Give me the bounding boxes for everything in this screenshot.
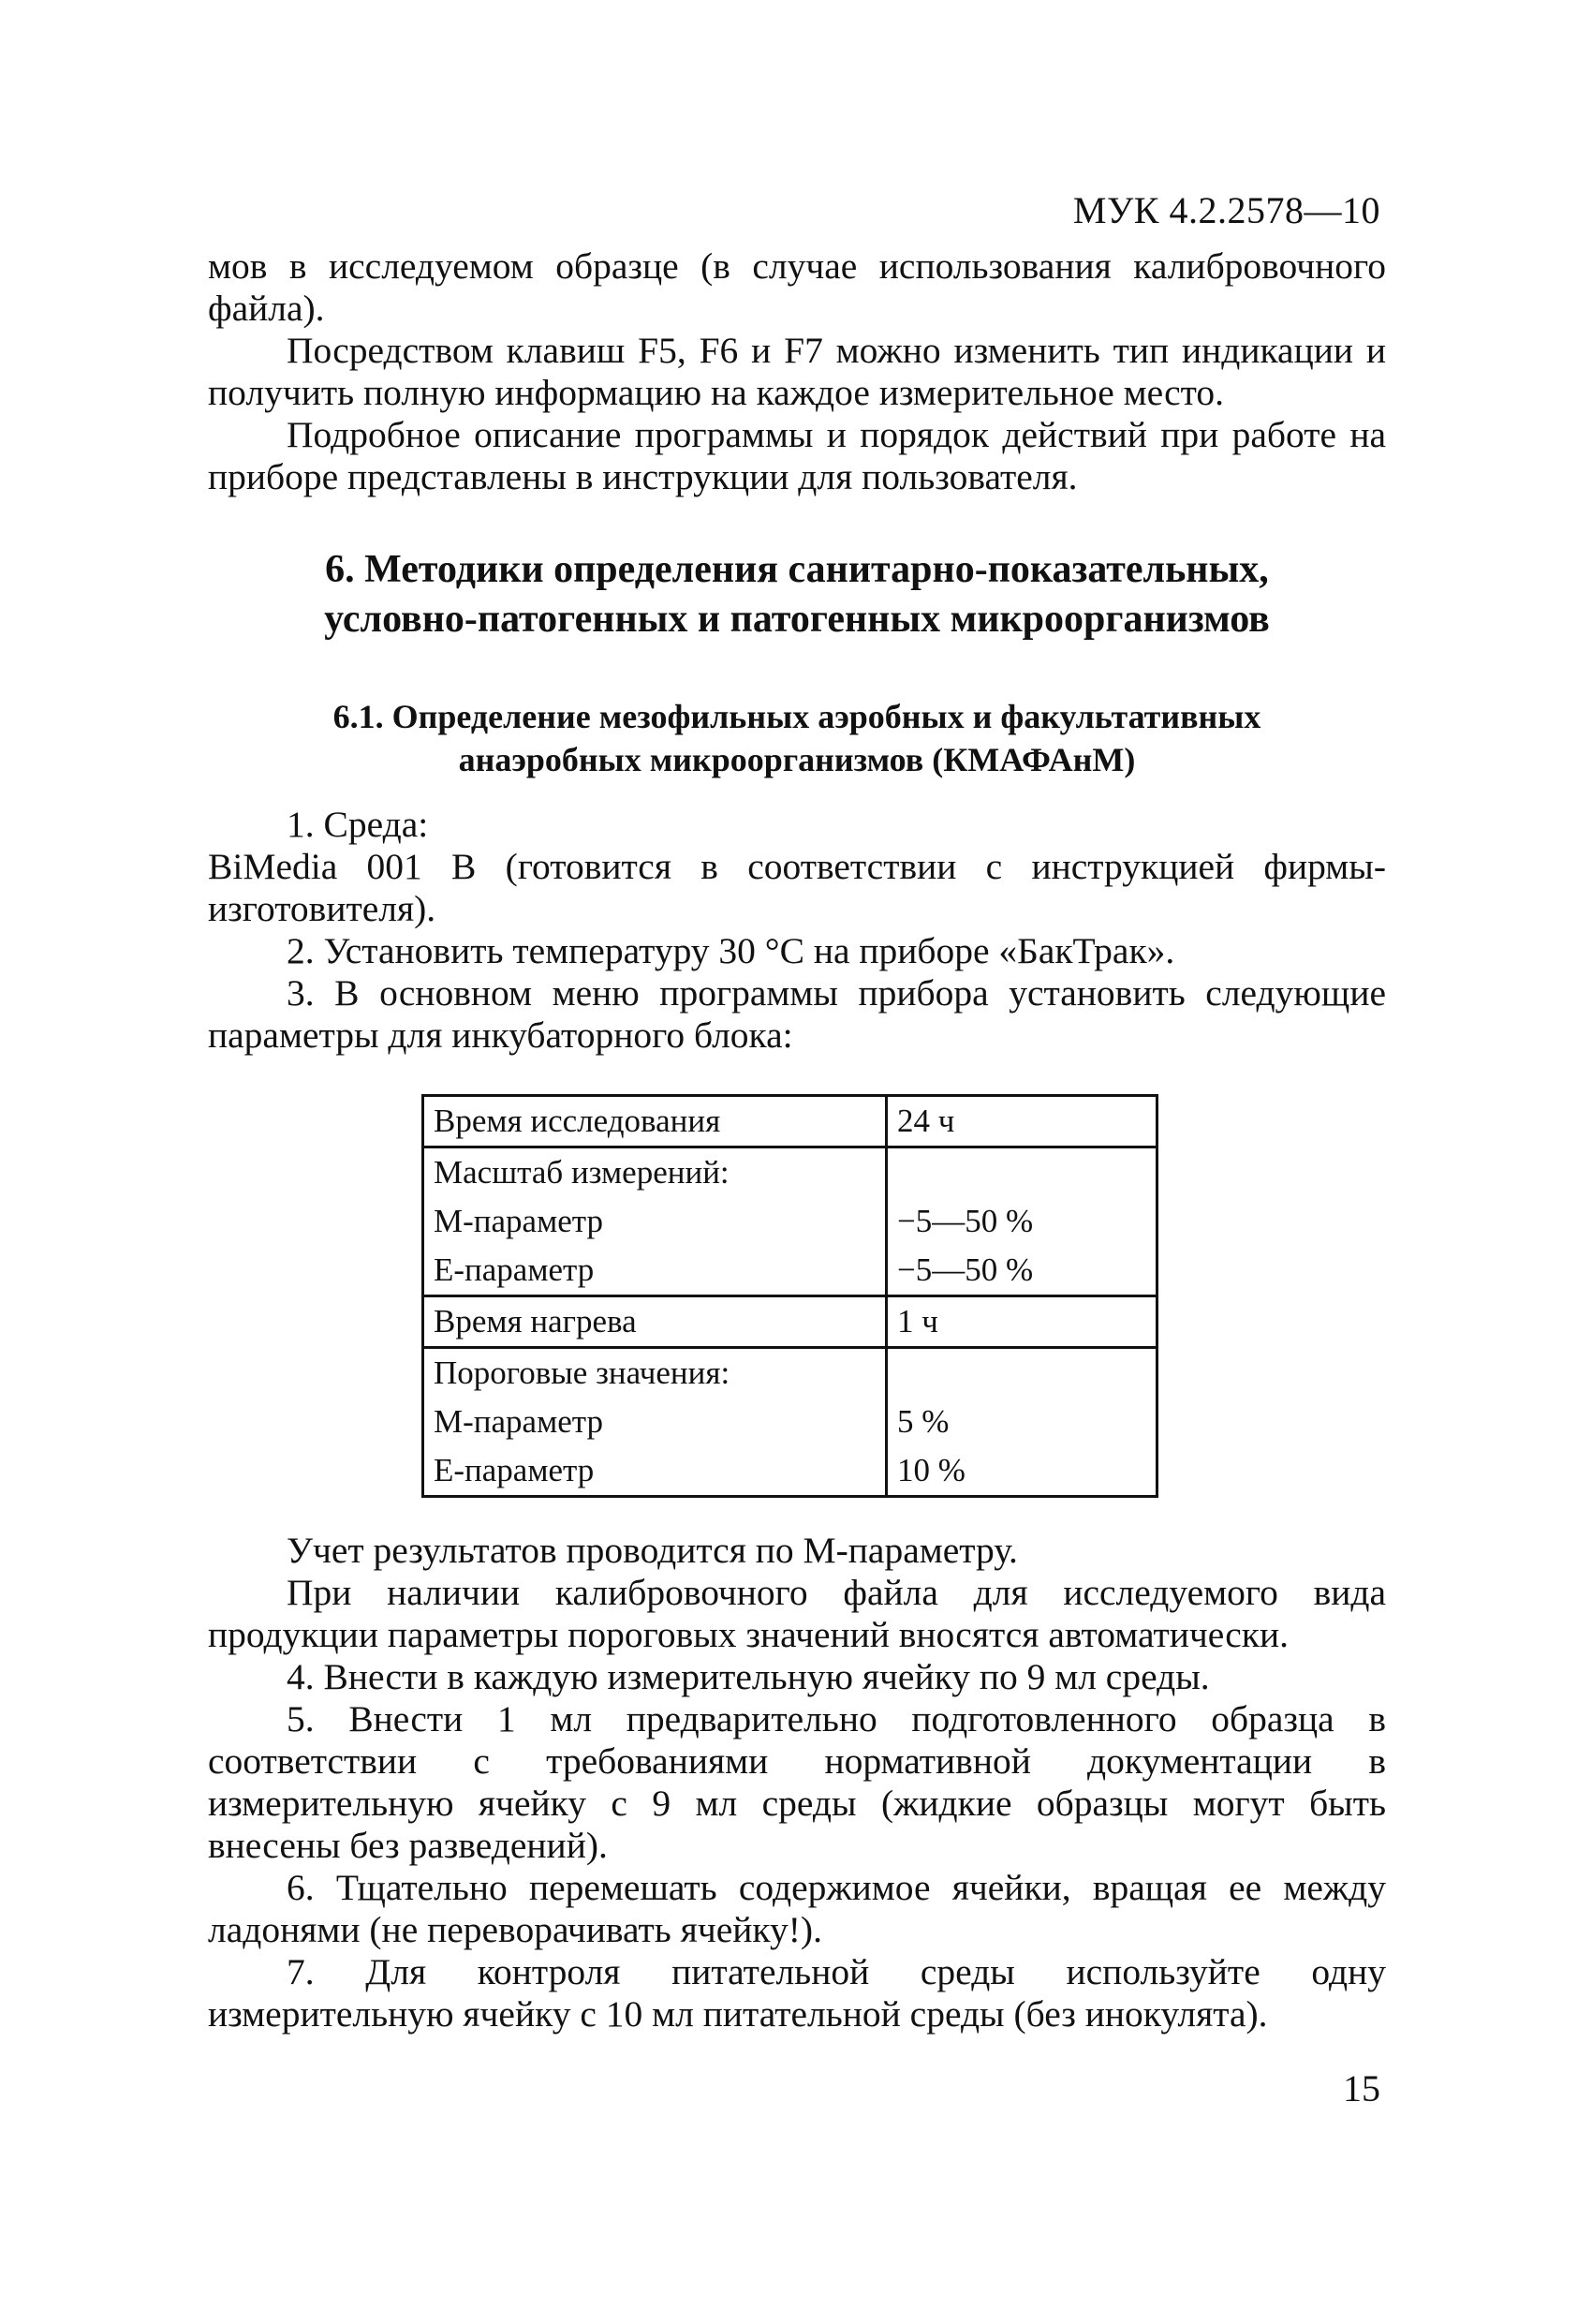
section-heading-line-2: условно-патогенных и патогенных микроорганизмов [324,598,1270,641]
document-code: МУК 4.2.2578—10 [1072,189,1380,231]
step-add-medium: 4. Внести в каждую измерительную ячейку по 9 мл среды. [287,1656,1210,1697]
table-row [423,1147,1157,1296]
table-row [423,1348,1157,1497]
thresholds-values-cell [887,1348,1157,1497]
table-row [423,1096,1157,1147]
paragraph-results: Учет результатов проводится по М-параметру. [287,1530,1018,1571]
page-number: 15 [1343,2067,1380,2109]
thresholds-e-value: 10 % [897,1452,966,1488]
research-time-value: 24 ч [887,1096,1157,1147]
scale-m-label: М-параметр [434,1203,603,1239]
scale-title: Масштаб измерений: [434,1154,730,1191]
step-parameters: 3. В основном меню программы прибора установить следующие параметры для инкубаторного блока: [208,972,1386,1056]
thresholds-cell [423,1348,887,1497]
subsection-heading-line-2: анаэробных микроорганизмов (КМАФАнМ) [458,741,1136,778]
paragraph-continuation: мов в исследуемом образце (в случае использования калибровочного файла). [208,245,1386,329]
medium-description: BiMedia 001 B (готовится в соответствии с инструкцией фирмы-изготовителя). [208,846,1386,929]
paragraph-function-keys: Посредством клавиш F5, F6 и F7 можно изменить тип индикации и получить полную информацию на каждое измерительное место. [208,330,1386,413]
step-add-sample: 5. Внести 1 мл предварительно подготовленного образца в соответствии с требованиями нормативной документации в измерительную ячейку с 9 мл среды (жидкие образцы могут быть внесены без разведений). [208,1698,1386,1866]
step-temperature: 2. Установить температуру 30 °C на приборе «БакТрак». [287,930,1175,971]
scale-e-value: −5—50 % [897,1251,1034,1288]
step-control: 7. Для контроля питательной среды используйте одну измерительную ячейку с 10 мл питательной среды (без инокулята). [208,1951,1386,2035]
scale-e-label: Е-параметр [434,1251,595,1288]
step-medium: 1. Среда: [287,804,429,845]
thresholds-title: Пороговые значения: [434,1354,730,1391]
page-content [208,245,1386,2035]
paragraph-calibration: При наличии калибровочного файла для исследуемого вида продукции параметры пороговых значений вносятся автоматически. [208,1572,1386,1655]
step-mix: 6. Тщательно перемешать содержимое ячейки, вращая ее между ладонями (не переворачивать ячейку!). [208,1867,1386,1950]
table-row [423,1296,1157,1348]
thresholds-m-value: 5 % [897,1403,950,1440]
subsection-heading-line-1: 6.1. Определение мезофильных аэробных и факультативных [332,698,1261,735]
thresholds-e-label: Е-параметр [434,1452,595,1488]
thresholds-m-label: М-параметр [434,1403,603,1440]
heating-time-label: Время нагрева [423,1296,887,1348]
section-heading-line-1: 6. Методики определения санитарно-показательных, [325,548,1269,591]
heating-time-value: 1 ч [887,1296,1157,1348]
incubator-parameters-table [421,1094,1158,1498]
research-time-label: Время исследования [423,1096,887,1147]
section-heading [208,545,1386,644]
scale-values-cell [887,1147,1157,1296]
scale-m-value: −5—50 % [897,1203,1034,1239]
subsection-heading [208,695,1386,781]
paragraph-program-description: Подробное описание программы и порядок действий при работе на приборе представлены в инструкции для пользователя. [208,414,1386,497]
scale-cell [423,1147,887,1296]
